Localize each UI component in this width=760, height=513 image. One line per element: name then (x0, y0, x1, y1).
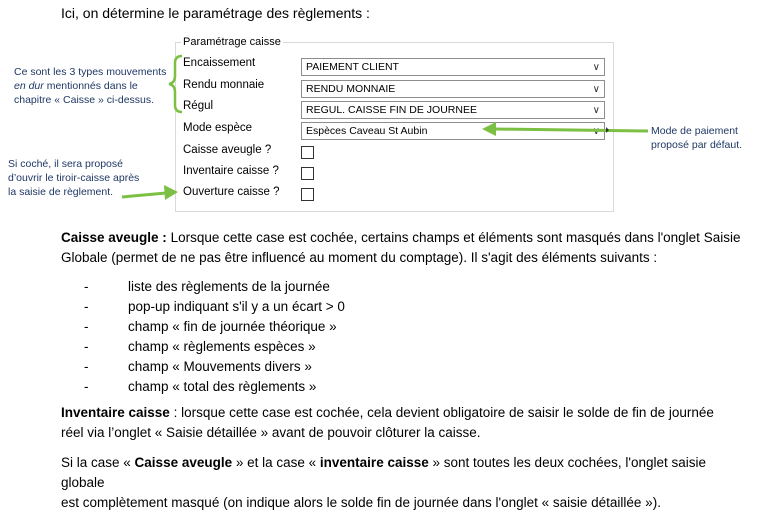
mode-label: Mode espèce (183, 122, 253, 134)
list-item: - liste des règlements de la journée (84, 279, 330, 294)
panel-legend: Paramétrage caisse (183, 36, 281, 48)
list-item: - champ « fin de journée théorique » (84, 319, 337, 334)
encaissement-label: Encaissement (183, 57, 256, 69)
rendu-value: RENDU MONNAIE (306, 83, 396, 95)
aveugle-paragraph: Caisse aveugle : Lorsque cette case est cochée, certains champs et éléments sont masqués dans l'onglet Saisie Globale (permet de ne pas être influencé au moment du comptage). Il s'agit des éléments suivants : (61, 230, 741, 265)
encaissement-value: PAIEMENT CLIENT (306, 61, 399, 73)
inventaire-paragraph: Inventaire caisse : lorsque cette case est cochée, cela devient obligatoire de saisir le solde de fin de journée réel via l’onglet « Saisie détaillée » avant de pouvoir clôturer la caisse. (61, 405, 714, 440)
arrow-to-ouverture-icon (122, 185, 178, 200)
inventaire-label: Inventaire caisse ? (183, 165, 279, 177)
brace-icon (169, 56, 182, 112)
bullet-list (84, 277, 345, 397)
note-mode-paiement: Mode de paiement proposé par défaut. (651, 125, 743, 151)
rendu-label: Rendu monnaie (183, 79, 265, 91)
small-pointer-icon (606, 127, 609, 133)
list-item: - pop-up indiquant s'il y a un écart > 0 (84, 299, 345, 314)
aveugle-label: Caisse aveugle ? (183, 144, 272, 156)
chevron-down-icon: ∨ (592, 105, 600, 116)
arrow-to-mode-icon (482, 122, 648, 136)
note-movement-types: Ce sont les 3 types mouvements en dur mentionnés dans le chapitre « Caisse » ci-dessus. (14, 66, 167, 106)
chevron-down-icon: ∨ (592, 62, 600, 73)
mode-value: Espèces Caveau St Aubin (306, 125, 428, 137)
list-item: - champ « Mouvements divers » (84, 359, 312, 374)
ouverture-label: Ouverture caisse ? (183, 186, 280, 198)
last-paragraph: Si la case « Caisse aveugle » et la case « inventaire caisse » sont toutes les deux cochées, l'onglet saisie globale est complètement masqué (on indique alors le solde fin de journée dans l'onglet « saisie détaillée »). (61, 455, 706, 510)
regul-value: REGUL. CAISSE FIN DE JOURNEE (306, 104, 477, 116)
intro-text: Ici, on détermine le paramétrage des règlements : (61, 5, 370, 21)
chevron-down-icon: ∨ (592, 84, 600, 95)
regul-label: Régul (183, 100, 214, 112)
note-ouverture: Si coché, il sera proposé d’ouvrir le tiroir-caisse après la saisie de règlement. (8, 158, 140, 198)
list-item: - champ « total des règlements » (84, 379, 317, 394)
list-item: - champ « règlements espèces » (84, 339, 316, 354)
